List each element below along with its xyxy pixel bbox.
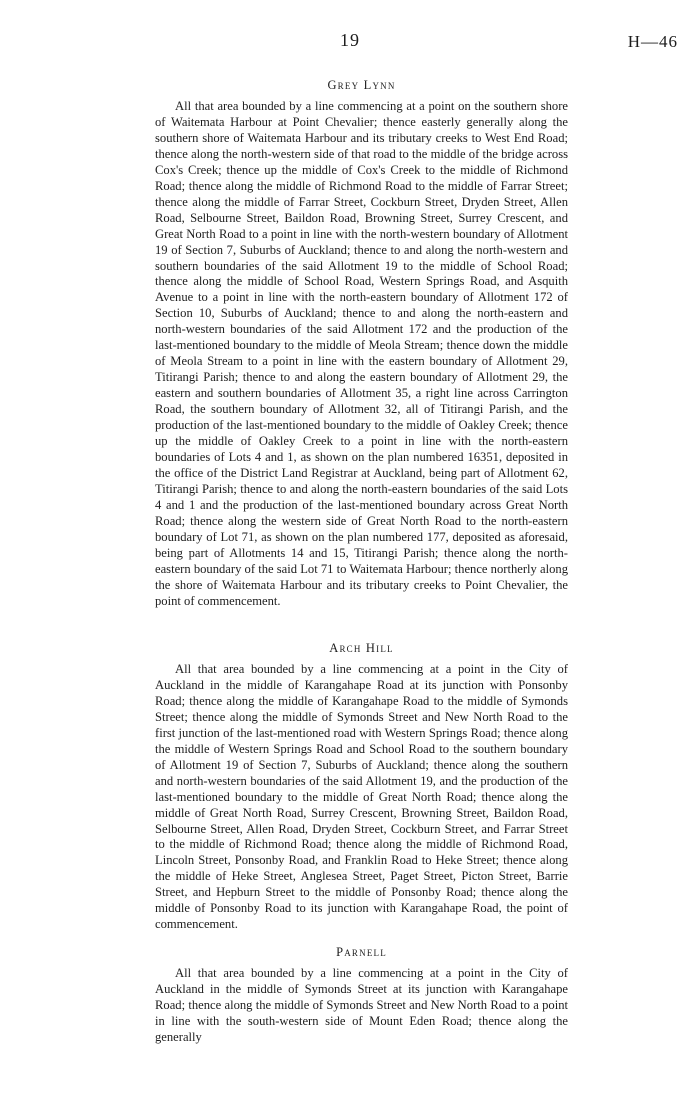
section-parnell [155,945,568,1046]
section-grey-lynn [155,78,568,610]
section-heading: Arch Hill [329,641,394,655]
section-arch-hill [155,641,568,933]
section-body-text: All that area bounded by a line commencing at a point on the southern shore of Waitemata Harbour at Point Chevalier; thence easterly generally along the southern shore of Waitemata Harbour and its tributary creeks to West End Road; thence along the north-western side of that road to the middle of the bridge across Cox's Creek; thence up the middle of Cox's Creek to the middle of Richmond Road; thence along the middle of Richmond Road to the middle of Farrar Street; thence along the middle of Farrar Street, Cockburn Street, Dryden Street, Allen Road, Selbourne Street, Baildon Road, Browning Street, Surrey Crescent, and Great North Road to a point in line with the north-western boundary of Allotment 19 of Section 7, Suburbs of Auckland; thence to and along the north-western and southern boundaries of the said Allotment 19 to the middle of School Road; thence along the middle of School Road, Western Springs Road, and Asquith Avenue to a point in line with the north-eastern boundary of Allotment 172 of Section 10, Suburbs of Auckland; thence to and along the north-eastern and north-western boundaries of the said Allotment 172 and the production of the last-mentioned boundary to the middle of Meola Stream; thence down the middle of Meola Stream to a point in line with the eastern boundary of Allotment 29, Titirangi Parish; thence to and along the eastern boundary of Allotment 29, the eastern and southern boundaries of Allotment 35, a right line across Carrington Road, the southern boundary of Allotment 32, all of Titirangi Parish, and the production of the last-mentioned boundary to the middle of Oakley Creek; thence up the middle of Oakley Creek to a point in line with the north-eastern boundaries of Lots 4 and 1, as shown on the plan numbered 16351, deposited in the office of the District Land Registrar at Auckland, being part of Allotment 62, Titirangi Parish; thence to and along the north-eastern boundaries of the said Lots 4 and 1 and the production of the last-mentioned boundary across Great North Road; thence along the western side of Great North Road to the north-eastern boundary of Lot 71, as shown on the plan numbered 177, deposited as aforesaid, being part of Allotments 14 and 15, Titirangi Parish; thence along the north-eastern boundary of the said Lot 71 to Waitemata Harbour; thence northerly along the shore of Waitemata Harbour and its tributary creeks to Point Chevalier, the point of commencement. [155,99,568,608]
section-heading: Parnell [336,945,387,959]
section-body-text: All that area bounded by a line commencing at a point in the City of Auckland in the middle of Karangahape Road at its junction with Ponsonby Road; thence along the middle of Karangahape Road to the middle of Symonds Street; thence along the middle of Symonds Street and New North Road to the first junction of the last-mentioned road with Western Springs Road; thence along the middle of Western Springs Road and School Road to the southern boundary of Allotment 19 of Section 7, Suburbs of Auckland; thence along the southern and north-western boundaries of the said Allotment 19, and the production of the last-mentioned boundary to the middle of Great North Road; thence along the middle of Great North Road, Surrey Crescent, Browning Street, Baildon Road, Selbourne Street, Allen Road, Dryden Street, Cockburn Street, and Farrar Street to the middle of Richmond Road; thence along the middle of Richmond Road, Lincoln Street, Ponsonby Road, and Franklin Road to Heke Street; thence along the middle of Heke Street, Anglesea Street, Paget Street, Picton Street, Barrie Street, and Hepburn Street to the middle of Ponsonby Road; thence along the middle of Ponsonby Road to its junction with Karangahape Road, the point of commencement. [155,662,568,932]
page-number: 19 [340,30,360,50]
section-body-text: All that area bounded by a line commencing at a point in the City of Auckland in the middle of Symonds Street at its junction with Karangahape Road; thence along the middle of Symonds Street and New North Road to a point in line with the south-western side of Mount Eden Road; thence along the generally [155,966,568,1044]
section-heading: Grey Lynn [327,78,396,92]
document-reference: H—46 [627,32,678,51]
